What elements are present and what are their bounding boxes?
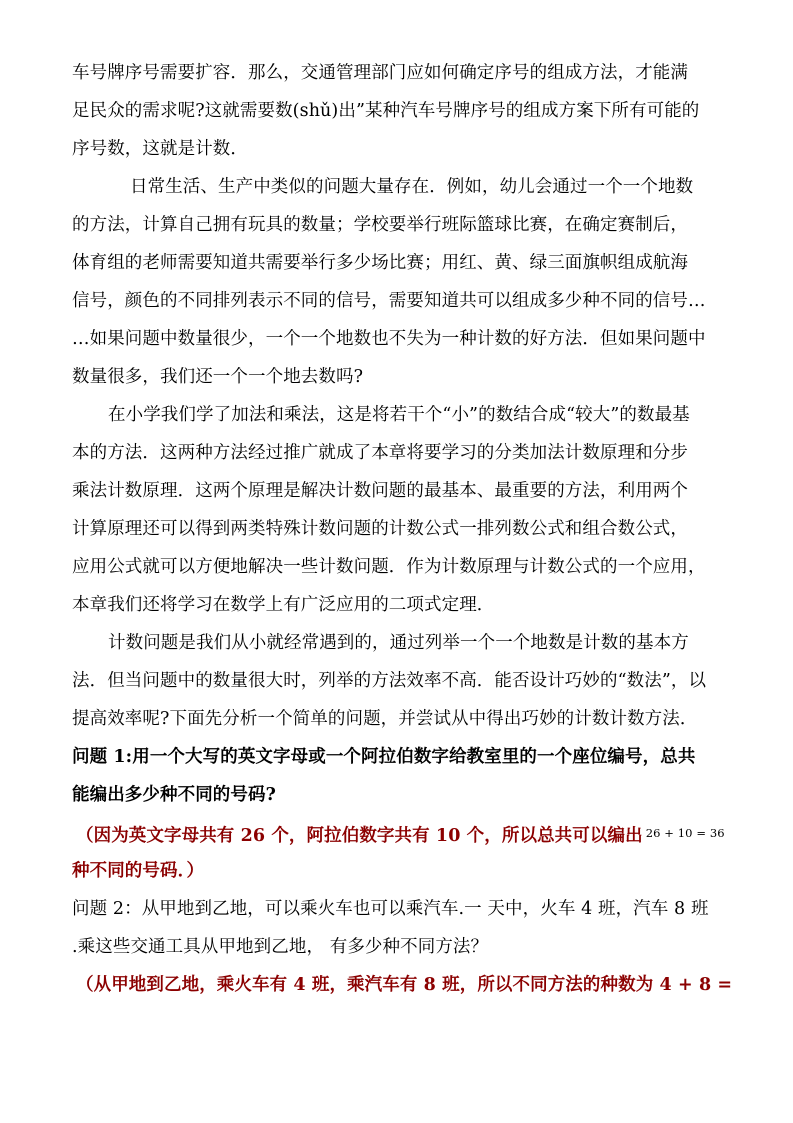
para2-line-1: 日常生活、生产中类似的问题大量存在．例如，幼儿会通过一个一个地数: [130, 177, 694, 197]
answer1-formula: 26 + 10 = 36: [645, 826, 725, 840]
para4-line-1: 计数问题是我们从小就经常遇到的，通过列举一个一个地数是计数的基本方: [108, 633, 689, 653]
intro-line-1: 车号牌序号需要扩容．那么，交通管理部门应如何确定序号的组成方法，才能满: [72, 63, 688, 83]
para3-line-3: 乘法计数原理．这两个原理是解决计数问题的最基本、最重要的方法，利用两个: [72, 481, 688, 501]
answer2-line-1: （从甲地到乙地，乘火车有 4 班，乘汽车有 8 班，所以不同方法的种数为 4 + 8 =: [76, 975, 733, 995]
para3-line-2: 本的方法．这两种方法经过推广就成了本章将要学习的分类加法计数原理和分步: [72, 443, 688, 463]
para2-line-4: 信号，颜色的不同排列表示不同的信号，需要知道共可以组成多少种不同的信号…: [72, 291, 706, 311]
para3-line-1: 在小学我们学了加法和乘法，这是将若干个“小”的数结合成“较大”的数最基: [108, 405, 690, 425]
intro-line-2: 足民众的需求呢?这就需要数(shǔ)出”某种汽车号牌序号的组成方案下所有可能的: [72, 101, 700, 121]
para2-line-3: 体育组的老师需要知道共需要举行多少场比赛；用红、黄、绿三面旗帜组成航海: [72, 253, 688, 273]
answer1-line-2: 种不同的号码．）: [72, 861, 205, 881]
para2-line-2: 的方法，计算自己拥有玩具的数量；学校要举行班际篮球比赛，在确定赛制后，: [72, 215, 688, 235]
answer1-line-1: [76, 821, 725, 848]
para2-line-5: …如果问题中数量很少，一个一个地数也不失为一种计数的好方法．但如果问题中: [72, 329, 706, 349]
answer1-text: （因为英文字母共有 26 个，阿拉伯数字共有 10 个，所以总共可以编出: [76, 826, 643, 846]
para3-line-5: 应用公式就可以方便地解决一些计数问题．作为计数原理与计数公式的一个应用，: [72, 557, 706, 577]
problem1-line-2: 能编出多少种不同的号码?: [72, 785, 276, 805]
para4-line-2: 法．但当问题中的数量很大时，列举的方法效率不高．能否设计巧妙的“数法”，以: [72, 671, 707, 691]
para3-line-4: 计算原理还可以得到两类特殊计数问题的计数公式一排列数公式和组合数公式，: [72, 519, 688, 539]
problem2-line-1: 问题 2：从甲地到乙地，可以乘火车也可以乘汽车.一 天中，火车 4 班，汽车 8 班: [72, 899, 709, 919]
para3-line-6: 本章我们还将学习在数学上有广泛应用的二项式定理．: [72, 595, 495, 615]
para4-line-3: 提高效率呢?下面先分析一个简单的问题，并尝试从中得出巧妙的计数计数方法．: [72, 709, 698, 729]
problem2-line-2: .乘这些交通工具从甲地到乙地， 有多少种不同方法？: [72, 937, 489, 957]
problem1-line-1: 问题 1:用一个大写的英文字母或一个阿拉伯数字给教室里的一个座位编号，总共: [72, 747, 696, 767]
intro-line-3: 序号数，这就是计数．: [72, 139, 248, 159]
para2-line-6: 数量很多，我们还一个一个地去数吗?: [72, 367, 364, 387]
